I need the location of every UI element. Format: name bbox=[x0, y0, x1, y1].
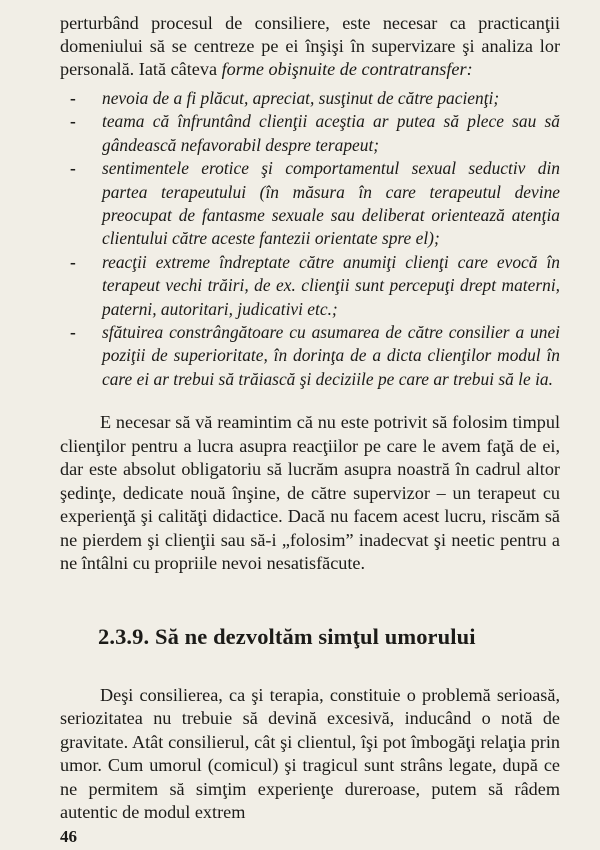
list-item-text: nevoia de a fi plăcut, apreciat, susţinut de către pacienţi; bbox=[102, 88, 500, 108]
section-heading: 2.3.9. Să ne dezvoltăm simţul umorului bbox=[98, 623, 476, 649]
list-dash: - bbox=[70, 111, 76, 132]
list-item bbox=[60, 321, 560, 391]
list-item bbox=[60, 157, 560, 251]
list-item bbox=[60, 251, 560, 321]
list-item bbox=[60, 110, 560, 157]
body-paragraph: E necesar să vă reamintim că nu este potrivit să folosim timpul clienţilor pentru a lucra asupra reacţiilor pe care le avem faţă de ei, dar este absolut obligatoriu să lucrăm asupra noastră în cadrul altor şedinţe, dedicate nouă înşine, de către supervizor – un terapeut cu experienţă şi calităţi didactice. Dacă nu facem acest lucru, riscăm să ne pierdem şi clienţii sau să-i „folosim” inadecvat şi neetic pentru a ne întâlni cu propriile nevoi nesatisfăcute. bbox=[60, 412, 560, 574]
page-number: 46 bbox=[60, 827, 77, 846]
list-dash: - bbox=[70, 158, 76, 179]
list-dash: - bbox=[70, 88, 76, 108]
intro-text: perturbând procesul de consiliere, este necesar ca practicanţii domeniului să se centreze pe ei înşişi în supervizare şi analiza lor personală. Iată câteva bbox=[60, 13, 560, 79]
list-dash: - bbox=[70, 322, 76, 343]
intro-paragraph bbox=[60, 12, 560, 81]
list-item bbox=[60, 87, 560, 110]
countertransference-list bbox=[60, 87, 560, 391]
list-item-text: sfătuirea constrângătoare cu asumarea de către consilier a unei poziţii de superioritate, în dorinţa de a dicta clienţilor modul în care ei ar trebui să trăiască şi deciziile pe care ar trebui să le ia. bbox=[102, 322, 560, 389]
section-paragraph: Deşi consilierea, ca şi terapia, constituie o problemă serioasă, seriozitatea nu trebuie să devină excesivă, inducând o notă de gravitate. Atât consilierul, cât şi clientul, îşi pot îmbogăţi relaţia prin umor. Cum umorul (comicul) şi tragicul sunt strâns legate, după ce ne permitem să simţim experienţe dureroase, putem să râdem autentic de modul extrem bbox=[60, 684, 560, 823]
list-item-text: reacţii extreme îndreptate către anumiţi clienţi care evocă în terapeut vechi trăiri, de ex. clienţii sunt percepuţi drept materni, paterni, autoritari, judicativi etc.; bbox=[102, 251, 560, 319]
list-item-text: sentimentele erotice şi comportamentul sexual seductiv din partea terapeutului (în măsura în care terapeutul devine preocupat de fantasme sexuale sau deliberat orientează atenţia clientului către aceste fantezii orientate spre el); bbox=[102, 158, 560, 249]
list-dash: - bbox=[70, 251, 76, 272]
intro-emphasis: forme obişnuite de contratransfer: bbox=[221, 59, 473, 79]
list-item-text: teama că înfruntând clienţii aceştia ar putea să plece sau să gândească nefavorabil despre terapeut; bbox=[102, 111, 560, 155]
